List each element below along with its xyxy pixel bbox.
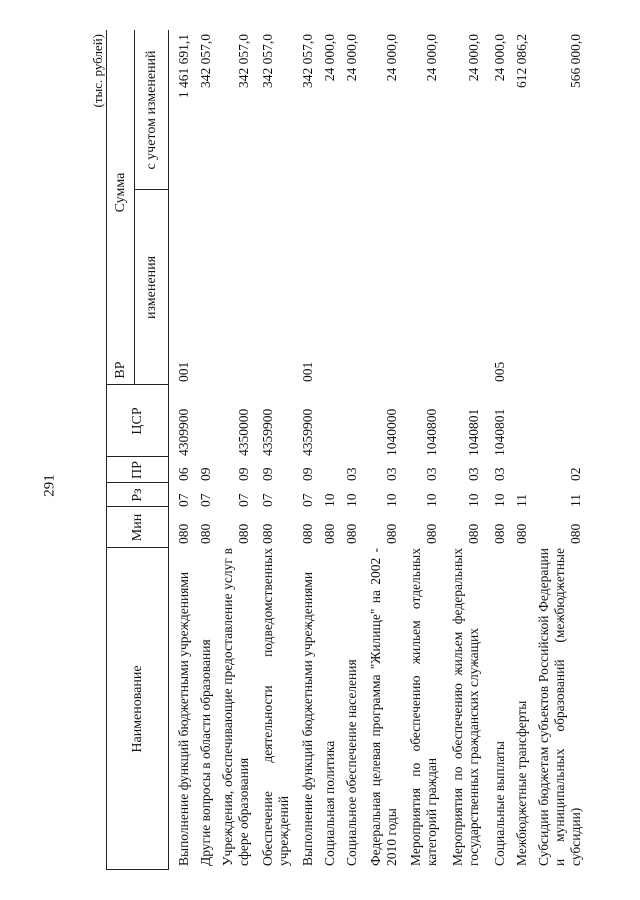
rotated-table-area <box>90 30 590 870</box>
row-csr: 4359900 <box>300 408 315 456</box>
row-total: 342 057,0 <box>300 34 315 88</box>
row-rz: 10 <box>424 493 439 507</box>
header-izmeneniya: изменения <box>143 255 159 320</box>
row-total: 24 000,0 <box>492 34 507 82</box>
page-number: 291 <box>41 474 58 497</box>
row-name: Мероприятия по обеспечению жильем федеральных государственных гражданских служащих <box>450 548 481 866</box>
row-rz: 10 <box>322 493 337 507</box>
row-total: 24 000,0 <box>322 34 337 82</box>
row-csr: 4350000 <box>236 408 251 456</box>
row-min: 080 <box>344 523 359 544</box>
row-min: 080 <box>492 523 507 544</box>
header-csr: ЦСР <box>129 407 145 435</box>
row-pr: 09 <box>300 467 315 481</box>
row-min: 080 <box>322 523 337 544</box>
header-summa: Сумма <box>112 172 128 213</box>
row-rz: 10 <box>492 493 507 507</box>
row-rz: 10 <box>344 493 359 507</box>
row-pr: 03 <box>466 467 481 481</box>
header-bottom-border <box>168 30 169 870</box>
units-label: (тыс. рублей) <box>90 34 105 108</box>
row-csr: 4309900 <box>176 408 191 456</box>
row-total: 24 000,0 <box>384 34 399 82</box>
row-total: 566 000,0 <box>568 34 583 88</box>
row-rz: 07 <box>176 493 191 507</box>
row-name: Обеспечение деятельности подведомственных учреждений <box>260 548 291 866</box>
row-name: Выполнение функций бюджетными учреждениями <box>300 571 315 866</box>
row-name: Выполнение функций бюджетными учреждениями <box>176 571 191 866</box>
row-pr: 02 <box>568 467 583 481</box>
row-vr: 001 <box>176 361 191 382</box>
row-name: Социальное обеспечение населения <box>344 659 359 866</box>
row-pr: 03 <box>344 467 359 481</box>
row-name: Федеральная целевая программа "Жилище" на 2002 - 2010 годы <box>368 548 399 866</box>
header-s-uchetom: с учетом изменений <box>143 50 159 170</box>
row-pr: 09 <box>260 467 275 481</box>
row-csr: 4359900 <box>260 408 275 456</box>
row-csr: 1040800 <box>424 408 439 456</box>
row-rz: 11 <box>514 494 529 507</box>
row-total: 24 000,0 <box>466 34 481 82</box>
row-rz: 07 <box>198 493 213 507</box>
row-total: 24 000,0 <box>424 34 439 82</box>
header-rz: Рз <box>129 488 145 502</box>
row-pr: 09 <box>198 467 213 481</box>
row-min: 080 <box>466 523 481 544</box>
row-min: 080 <box>260 523 275 544</box>
row-name: Субсидии бюджетам субъектов Российской Федерации и муниципальных образований (межбюджетные субсидии) <box>536 548 583 866</box>
header-pr: ПР <box>129 461 145 479</box>
row-name: Другие вопросы в области образования <box>198 639 213 866</box>
row-csr: 1040801 <box>492 408 507 456</box>
header-name: Наименование <box>129 665 145 753</box>
row-min: 080 <box>514 523 529 544</box>
row-name: Мероприятия по обеспечению жильем отдельных категорий граждан <box>408 548 439 866</box>
row-total: 342 057,0 <box>198 34 213 88</box>
row-pr: 03 <box>384 467 399 481</box>
row-pr: 03 <box>492 467 507 481</box>
row-total: 612 086,2 <box>514 34 529 88</box>
row-pr: 06 <box>176 467 191 481</box>
row-rz: 11 <box>568 494 583 507</box>
row-pr: 09 <box>236 467 251 481</box>
row-min: 080 <box>568 523 583 544</box>
row-vr: 005 <box>492 361 507 382</box>
row-total: 24 000,0 <box>344 34 359 82</box>
row-total: 342 057,0 <box>236 34 251 88</box>
row-vr: 001 <box>300 361 315 382</box>
row-min: 080 <box>384 523 399 544</box>
row-rz: 07 <box>260 493 275 507</box>
row-min: 080 <box>176 523 191 544</box>
row-csr: 1040000 <box>384 408 399 456</box>
row-rz: 10 <box>384 493 399 507</box>
row-min: 080 <box>300 523 315 544</box>
row-name: Учреждения, обеспечивающие предоставление услуг в сфере образования <box>220 548 251 866</box>
row-pr: 03 <box>424 467 439 481</box>
row-name: Социальная политика <box>322 740 337 866</box>
row-rz: 10 <box>466 493 481 507</box>
row-min: 080 <box>236 523 251 544</box>
row-rz: 07 <box>236 493 251 507</box>
header-vr: ВР <box>112 361 128 379</box>
row-rz: 07 <box>300 493 315 507</box>
row-min: 080 <box>424 523 439 544</box>
row-name: Социальные выплаты <box>492 741 507 866</box>
row-name: Межбюджетные трансферты <box>514 700 529 866</box>
row-min: 080 <box>198 523 213 544</box>
header-min: Мин <box>129 513 145 542</box>
row-csr: 1040801 <box>466 408 481 456</box>
row-total: 1 461 691,1 <box>176 34 191 99</box>
row-total: 342 057,0 <box>260 34 275 88</box>
